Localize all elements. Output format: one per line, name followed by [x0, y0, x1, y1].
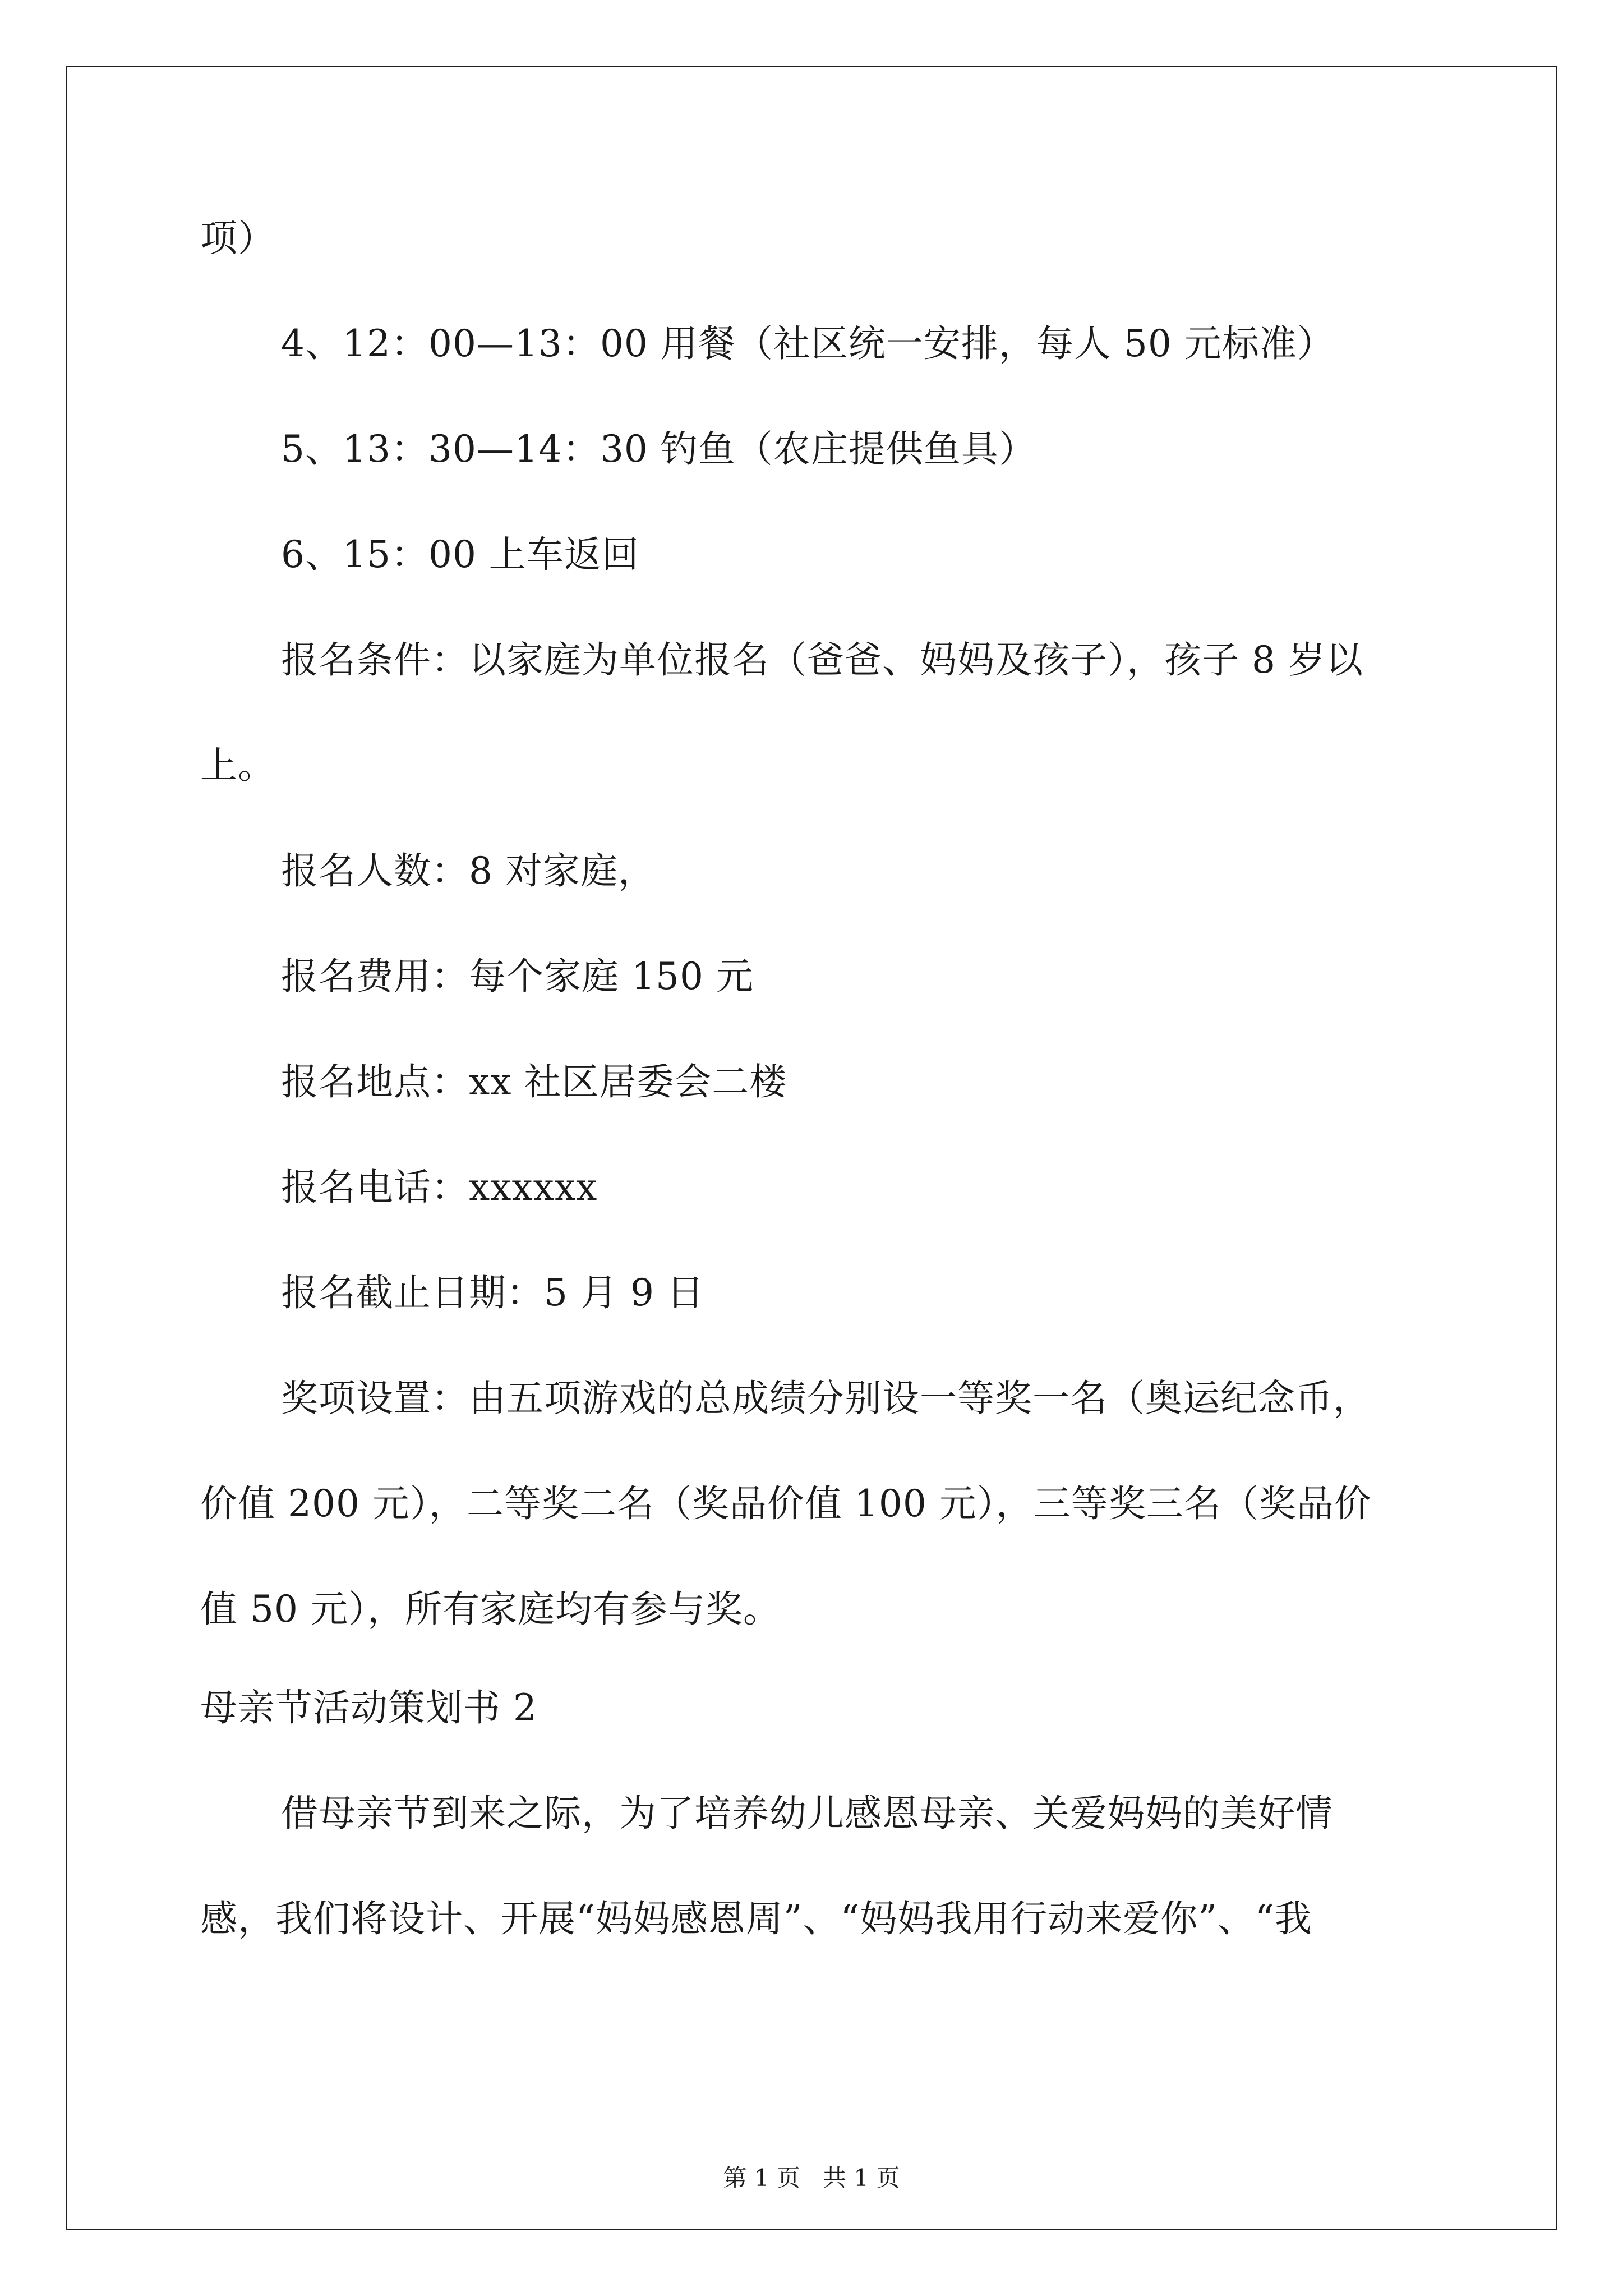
section-heading: 母亲节活动策划书 2: [200, 1686, 537, 1729]
text-line: 值 50 元），所有家庭均有参与奖。: [200, 1588, 781, 1631]
text-line: 6、15：00 上车返回: [281, 533, 639, 576]
text-line: 报名费用：每个家庭 150 元: [281, 955, 754, 998]
page-footer: 第 1 页 共 1 页: [723, 2164, 900, 2192]
text-line: 报名截止日期：5 月 9 日: [281, 1271, 704, 1314]
text-line: 奖项设置：由五项游戏的总成绩分别设一等奖一名（奥运纪念币，: [281, 1377, 1371, 1420]
text-line: 4、12：00—13：00 用餐（社区统一安排，每人 50 元标准）: [281, 322, 1335, 365]
text-line: 项）: [200, 217, 275, 260]
text-line: 报名电话：xxxxxx: [281, 1166, 598, 1209]
text-line: 报名条件：以家庭为单位报名（爸爸、妈妈及孩子），孩子 8 岁以: [281, 638, 1363, 682]
text-line: 感，我们将设计、开展“妈妈感恩周”、“妈妈我用行动来爱你”、“我: [200, 1897, 1312, 1940]
text-line: 上。: [200, 744, 275, 787]
text-line: 5、13：30—14：30 钓鱼（农庄提供鱼具）: [281, 427, 1036, 471]
text-line: 报名人数：8 对家庭，: [281, 849, 656, 892]
text-line: 报名地点：xx 社区居委会二楼: [281, 1060, 787, 1103]
text-line: 借母亲节到来之际，为了培养幼儿感恩母亲、关爱妈妈的美好情: [281, 1792, 1333, 1835]
text-line: 价值 200 元），二等奖二名（奖品价值 100 元），三等奖三名（奖品价: [200, 1482, 1372, 1525]
